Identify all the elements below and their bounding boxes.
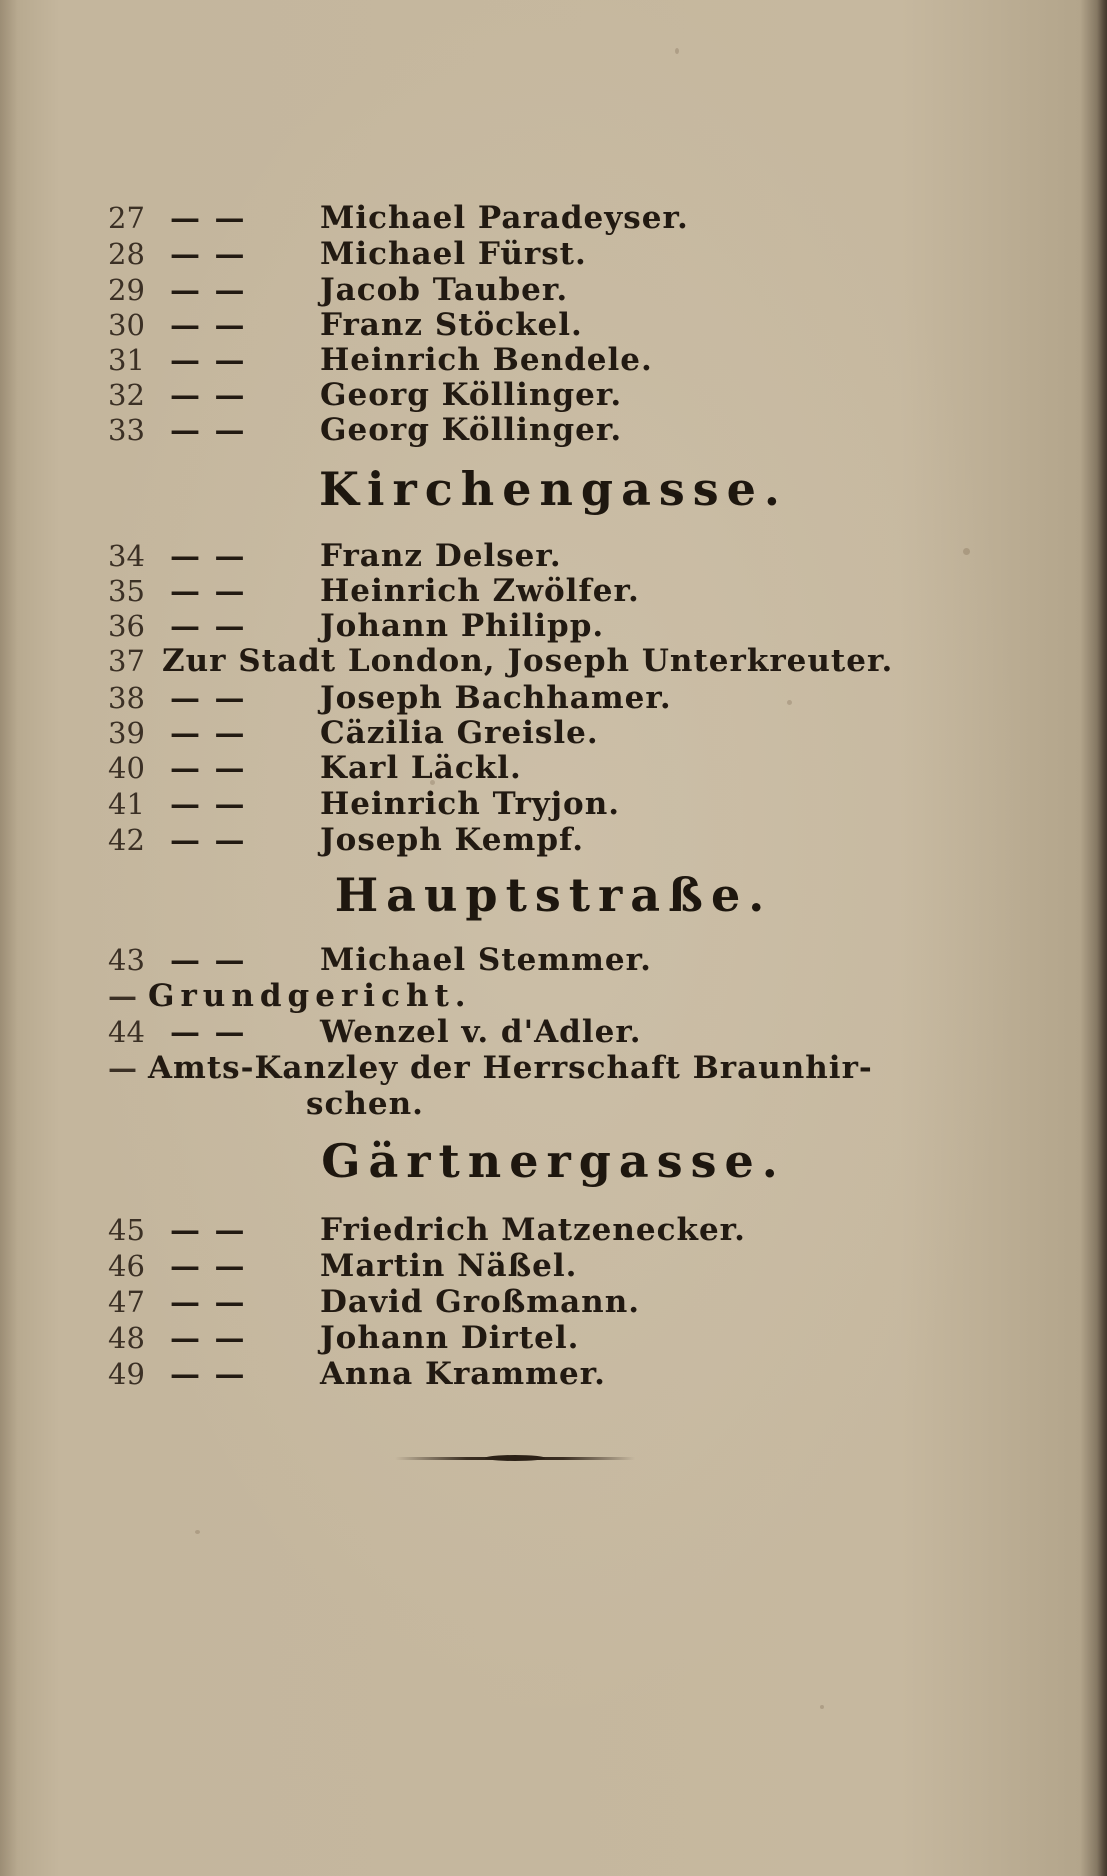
house-number: 33 — [108, 413, 145, 447]
resident-name: Friedrich Matzenecker. — [320, 1212, 746, 1248]
house-number: 38 — [108, 681, 145, 715]
resident-name: Anna Krammer. — [320, 1356, 606, 1392]
ditto-dashes: — — — [170, 787, 247, 822]
entry-30 — [108, 307, 583, 343]
house-number: 44 — [108, 1015, 145, 1049]
house-number: 32 — [108, 378, 145, 412]
ditto-dashes: — — — [170, 1015, 247, 1050]
entry-41 — [108, 786, 620, 822]
entry-28 — [108, 236, 587, 272]
ditto-dashes: — — — [170, 1321, 247, 1356]
house-number: 39 — [108, 716, 145, 750]
entry-31 — [108, 342, 653, 378]
resident-name: Wenzel v. d'Adler. — [320, 1014, 642, 1050]
house-number: 35 — [108, 574, 145, 608]
resident-name: David Großmann. — [320, 1284, 641, 1320]
house-number: 43 — [108, 943, 145, 977]
entry-38 — [108, 680, 672, 716]
ditto-dashes: — — — [170, 681, 247, 716]
entry-36 — [108, 608, 604, 644]
ditto-dashes: — — — [170, 751, 247, 786]
resident-name: Joseph Bachhamer. — [320, 680, 672, 716]
resident-name: Cäzilia Greisle. — [320, 715, 599, 751]
ditto-dashes: — — — [170, 237, 247, 272]
ditto-dashes: — — — [170, 413, 247, 448]
ditto-dashes: — — — [170, 308, 247, 343]
entry-amts-kanzley — [108, 1050, 873, 1086]
house-number: 29 — [108, 273, 145, 307]
entry-grundgericht — [108, 978, 472, 1014]
ditto-dashes: — — — [170, 201, 247, 236]
entry-47 — [108, 1284, 640, 1320]
resident-name: Georg Köllinger. — [320, 377, 623, 413]
resident-name: Martin Näßel. — [320, 1248, 578, 1284]
institution-name-continued: schen. — [306, 1086, 424, 1122]
ditto-dashes: — — — [170, 1213, 247, 1248]
ditto-dashes: — — — [170, 539, 247, 574]
resident-name: Heinrich Bendele. — [320, 342, 653, 378]
entry-46 — [108, 1248, 577, 1284]
house-number: 42 — [108, 823, 145, 857]
ditto-dashes: — — — [170, 1357, 247, 1392]
entry-43 — [108, 942, 652, 978]
house-number: 30 — [108, 308, 145, 342]
resident-name: Johann Philipp. — [320, 608, 605, 644]
house-number: 36 — [108, 609, 145, 643]
house-number: 34 — [108, 539, 145, 573]
resident-name: Georg Köllinger. — [320, 412, 623, 448]
house-number: 48 — [108, 1321, 145, 1355]
resident-name: Johann Dirtel. — [320, 1320, 580, 1356]
entry-32 — [108, 377, 622, 413]
page-edge — [1097, 0, 1107, 1876]
entry-34 — [108, 538, 562, 574]
house-number: 45 — [108, 1213, 145, 1247]
entry-39 — [108, 715, 599, 751]
house-number: 46 — [108, 1249, 145, 1283]
house-number: 28 — [108, 237, 145, 271]
closing-rule-ornament — [485, 1455, 545, 1461]
foxing-spot — [963, 548, 970, 555]
ditto-dashes: — — — [170, 574, 247, 609]
resident-name: Karl Läckl. — [320, 750, 522, 786]
house-number: 37 — [108, 644, 145, 678]
ditto-dashes: — — — [170, 609, 247, 644]
entry-27 — [108, 200, 689, 236]
ditto-dashes: — — — [170, 823, 247, 858]
foxing-spot — [675, 48, 679, 54]
foxing-spot — [820, 1705, 824, 1709]
resident-name: Franz Delser. — [320, 538, 562, 574]
entry-29 — [108, 272, 568, 308]
ditto-dashes: — — — [170, 378, 247, 413]
house-number: 47 — [108, 1285, 145, 1319]
entry-45 — [108, 1212, 746, 1248]
resident-name: Zur Stadt London, Joseph Unterkreuter. — [162, 643, 894, 679]
resident-name: Jacob Tauber. — [320, 272, 569, 308]
ditto-dashes: — — — [170, 1249, 247, 1284]
ditto-dashes: — — — [170, 716, 247, 751]
entry-37 — [108, 643, 893, 679]
house-number: 40 — [108, 751, 145, 785]
resident-name: Michael Paradeyser. — [320, 200, 689, 236]
entry-40 — [108, 750, 522, 786]
resident-name: Michael Stemmer. — [320, 942, 652, 978]
ditto-dash: — — [108, 979, 137, 1013]
ditto-dashes: — — — [170, 343, 247, 378]
house-number: 27 — [108, 201, 145, 235]
house-number: 41 — [108, 787, 145, 821]
section-heading-hauptstrasse: Hauptstraße. — [334, 868, 773, 922]
resident-name: Heinrich Tryjon. — [320, 786, 621, 822]
section-heading-kirchengasse: Kirchengasse. — [319, 462, 788, 516]
resident-name: Michael Fürst. — [320, 236, 587, 272]
ditto-dash: — — [108, 1051, 137, 1085]
entry-42 — [108, 822, 584, 858]
ditto-dashes: — — — [170, 273, 247, 308]
foxing-spot — [787, 700, 792, 705]
entry-49 — [108, 1356, 606, 1392]
entry-35 — [108, 573, 640, 609]
ditto-dashes: — — — [170, 943, 247, 978]
institution-name: Amts-Kanzley der Herrschaft Braunhir- — [148, 1050, 873, 1086]
entry-48 — [108, 1320, 579, 1356]
resident-name: Heinrich Zwölfer. — [320, 573, 640, 609]
resident-name: Franz Stöckel. — [320, 307, 583, 343]
foxing-spot — [195, 1530, 200, 1534]
institution-name: Grundgericht. — [148, 978, 472, 1014]
entry-33 — [108, 412, 622, 448]
resident-name: Joseph Kempf. — [320, 822, 585, 858]
entry-44 — [108, 1014, 642, 1050]
section-heading-gaertnergasse: Gärtnergasse. — [321, 1134, 786, 1188]
ditto-dashes: — — — [170, 1285, 247, 1320]
entry-amts-kanzley-continued — [306, 1086, 424, 1122]
house-number: 31 — [108, 343, 145, 377]
house-number: 49 — [108, 1357, 145, 1391]
